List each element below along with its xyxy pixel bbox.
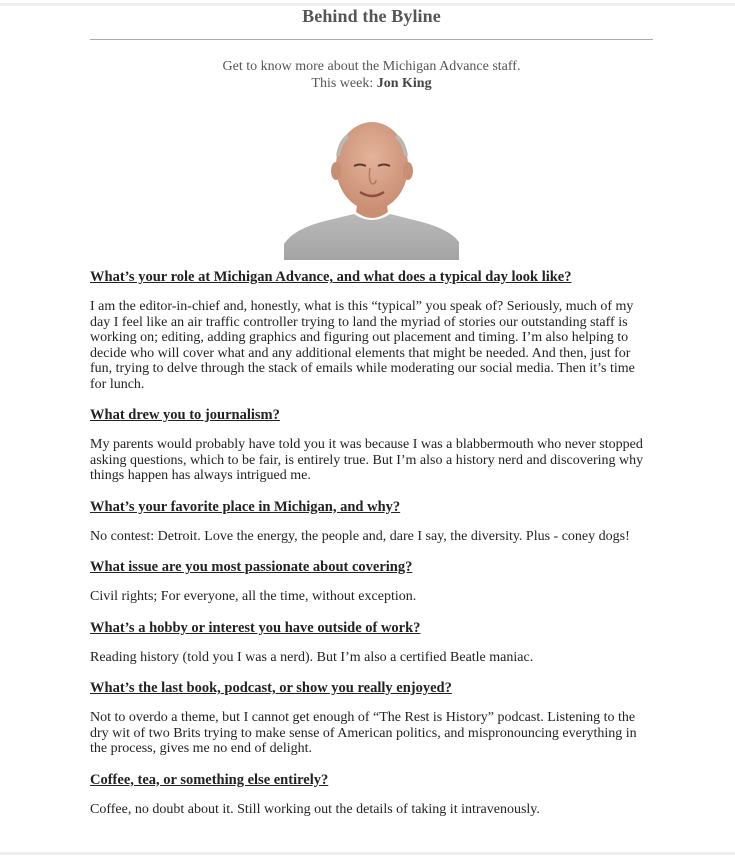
answer-text: Civil rights; For everyone, all the time, without exception. xyxy=(90,589,417,604)
answer-text: No contest: Detroit. Love the energy, the people and, dare I say, the diversity. Plus - coney dogs! xyxy=(90,528,630,544)
left-ear xyxy=(331,162,341,180)
section-title: Behind the Byline xyxy=(302,6,441,26)
qa-item xyxy=(90,619,653,666)
qa-item xyxy=(90,771,653,818)
intro-line: Get to know more about the Michigan Advance staff. xyxy=(222,59,521,74)
qa-item xyxy=(90,498,653,545)
question-heading: What’s your favorite place in Michigan, and why? xyxy=(90,498,401,515)
question-heading: What’s your role at Michigan Advance, and what does a typical day look like? xyxy=(90,269,572,285)
intro-week-line xyxy=(90,75,653,92)
intro-week-label: This week: xyxy=(311,76,377,91)
staff-name: Jon King xyxy=(376,76,432,91)
newsletter-section xyxy=(90,0,653,831)
question-heading: What issue are you most passionate about covering? xyxy=(90,559,413,575)
staff-photo xyxy=(284,116,459,260)
right-ear xyxy=(403,162,413,180)
qa-item xyxy=(90,406,653,484)
qa-item xyxy=(90,558,653,605)
portrait-illustration xyxy=(284,116,459,260)
answer-text: Reading history (told you I was a nerd). But I’m also a certified Beatle maniac. xyxy=(90,649,534,665)
bottom-divider-band xyxy=(0,852,735,855)
shirt-shape xyxy=(284,214,459,260)
photo-container xyxy=(90,116,653,260)
qa-list xyxy=(90,268,653,817)
qa-item xyxy=(90,268,653,392)
question-heading: What’s the last book, podcast, or show you really enjoyed? xyxy=(90,680,452,696)
answer-text: Not to overdo a theme, but I cannot get enough of “The Rest is History” podcast. Listening to the dry wit of two Brits trying to make sense of American politics, and mispronouncing everything in the process, gives me no end of delight. xyxy=(90,710,637,756)
question-heading: What drew you to journalism? xyxy=(90,407,280,423)
answer-text: I am the editor-in-chief and, honestly, what is this “typical” you speak of? Seriously, much of my day I feel like an air traffic controller trying to land the myriad of stories our outstanding staff is working on; editing, adding graphics and figuring out placement and timing. I’m also helping to decide who will cover what and any additional elements that might be needed. And then, just for fun, trying to delve through the stack of emails while moderating our social media. Then it’s time for lunch. xyxy=(90,299,635,392)
question-heading: Coffee, tea, or something else entirely? xyxy=(90,771,329,788)
answer-text: My parents would probably have told you it was because I was a blabbermouth who never stopped asking questions, which to be fair, is entirely true. But I’m also a history nerd and discovering why things happen has always intrigued me. xyxy=(90,437,644,483)
question-heading: What’s a hobby or interest you have outside of work? xyxy=(90,619,421,636)
intro xyxy=(90,58,653,92)
answer-text: Coffee, no doubt about it. Still working out the details of taking it intravenously. xyxy=(90,801,540,817)
qa-item xyxy=(90,679,653,757)
title-divider xyxy=(90,39,653,40)
